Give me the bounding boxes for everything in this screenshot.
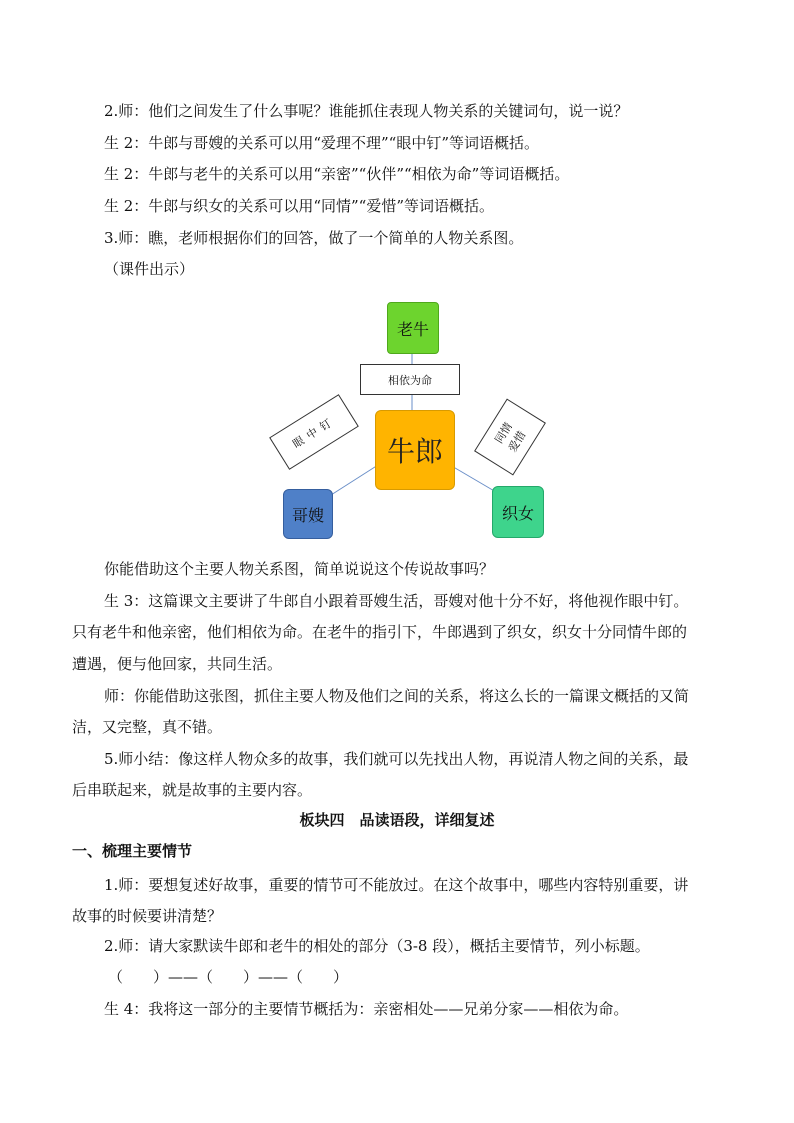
paragraph-line: 故事的时候要讲清楚？ — [72, 907, 223, 925]
subsection-title: 一、梳理主要情节 — [72, 842, 193, 860]
section-heading: 板块四 品读语段，详细复述 — [299, 811, 495, 829]
paragraph-line: 生 2：牛郎与老牛的关系可以用“亲密”“伙伴”“相依为命”等词语概括。 — [104, 165, 570, 183]
paragraph-line: 你能借助这个主要人物关系图，简单说说这个传说故事吗？ — [104, 560, 495, 578]
brother-sister-in-law-node: 哥嫂 — [283, 489, 333, 539]
paragraph-line: 3.师：瞧，老师根据你们的回答，做了一个简单的人物关系图。 — [104, 229, 524, 247]
paragraph-line: 生 4：我将这一部分的主要情节概括为：亲密相处——兄弟分家——相依为命。 — [104, 1000, 629, 1018]
paragraph-line: 2.师：他们之间发生了什么事呢？谁能抓住表现人物关系的关键词句，说一说？ — [104, 102, 629, 120]
paragraph-line: 5.师小结：像这样人物众多的故事，我们就可以先找出人物，再说清人物之间的关系，最 — [104, 750, 689, 768]
paragraph-line: 1.师：要想复述好故事，重要的情节可不能放过。在这个故事中，哪些内容特别重要，讲 — [104, 876, 689, 894]
ox-node: 老牛 — [387, 302, 439, 354]
relation-label-right-2: 爱惜 — [505, 428, 529, 455]
paragraph-line: 遭遇，便与他回家，共同生活。 — [72, 655, 283, 673]
relation-label-left: 眼中钉 — [269, 394, 359, 470]
paragraph-line: （课件出示） — [104, 260, 195, 278]
paragraph-line: 2.师：请大家默读牛郎和老牛的相处的部分（3-8 段），概括主要情节，列小标题。 — [104, 937, 650, 955]
paragraph-line: 生 3：这篇课文主要讲了牛郎自小跟着哥嫂生活，哥嫂对他十分不好，将他视作眼中钉。 — [104, 592, 689, 610]
zhinu-node: 织女 — [492, 486, 544, 538]
blank-outline: （ ）——（ ）——（ ） — [108, 968, 349, 986]
relation-label-top: 相依为命 — [360, 364, 460, 395]
relation-label-right — [474, 399, 546, 476]
paragraph-line: 生 2：牛郎与织女的关系可以用“同情”“爱惜”等词语概括。 — [104, 197, 494, 215]
paragraph-line: 后串联起来，就是故事的主要内容。 — [72, 781, 313, 799]
paragraph-line: 洁，又完整，真不错。 — [72, 718, 223, 736]
paragraph-line: 生 2：牛郎与哥嫂的关系可以用“爱理不理”“眼中钉”等词语概括。 — [104, 134, 539, 152]
niulang-node: 牛郎 — [375, 410, 455, 490]
relation-label-right-1: 同情 — [492, 420, 515, 446]
paragraph-line: 师：你能借助这张图，抓住主要人物及他们之间的关系，将这么长的一篇课文概括的又简 — [104, 687, 690, 705]
paragraph-line: 只有老牛和他亲密，他们相依为命。在老牛的指引下，牛郎遇到了织女，织女十分同情牛郎的 — [72, 623, 688, 641]
